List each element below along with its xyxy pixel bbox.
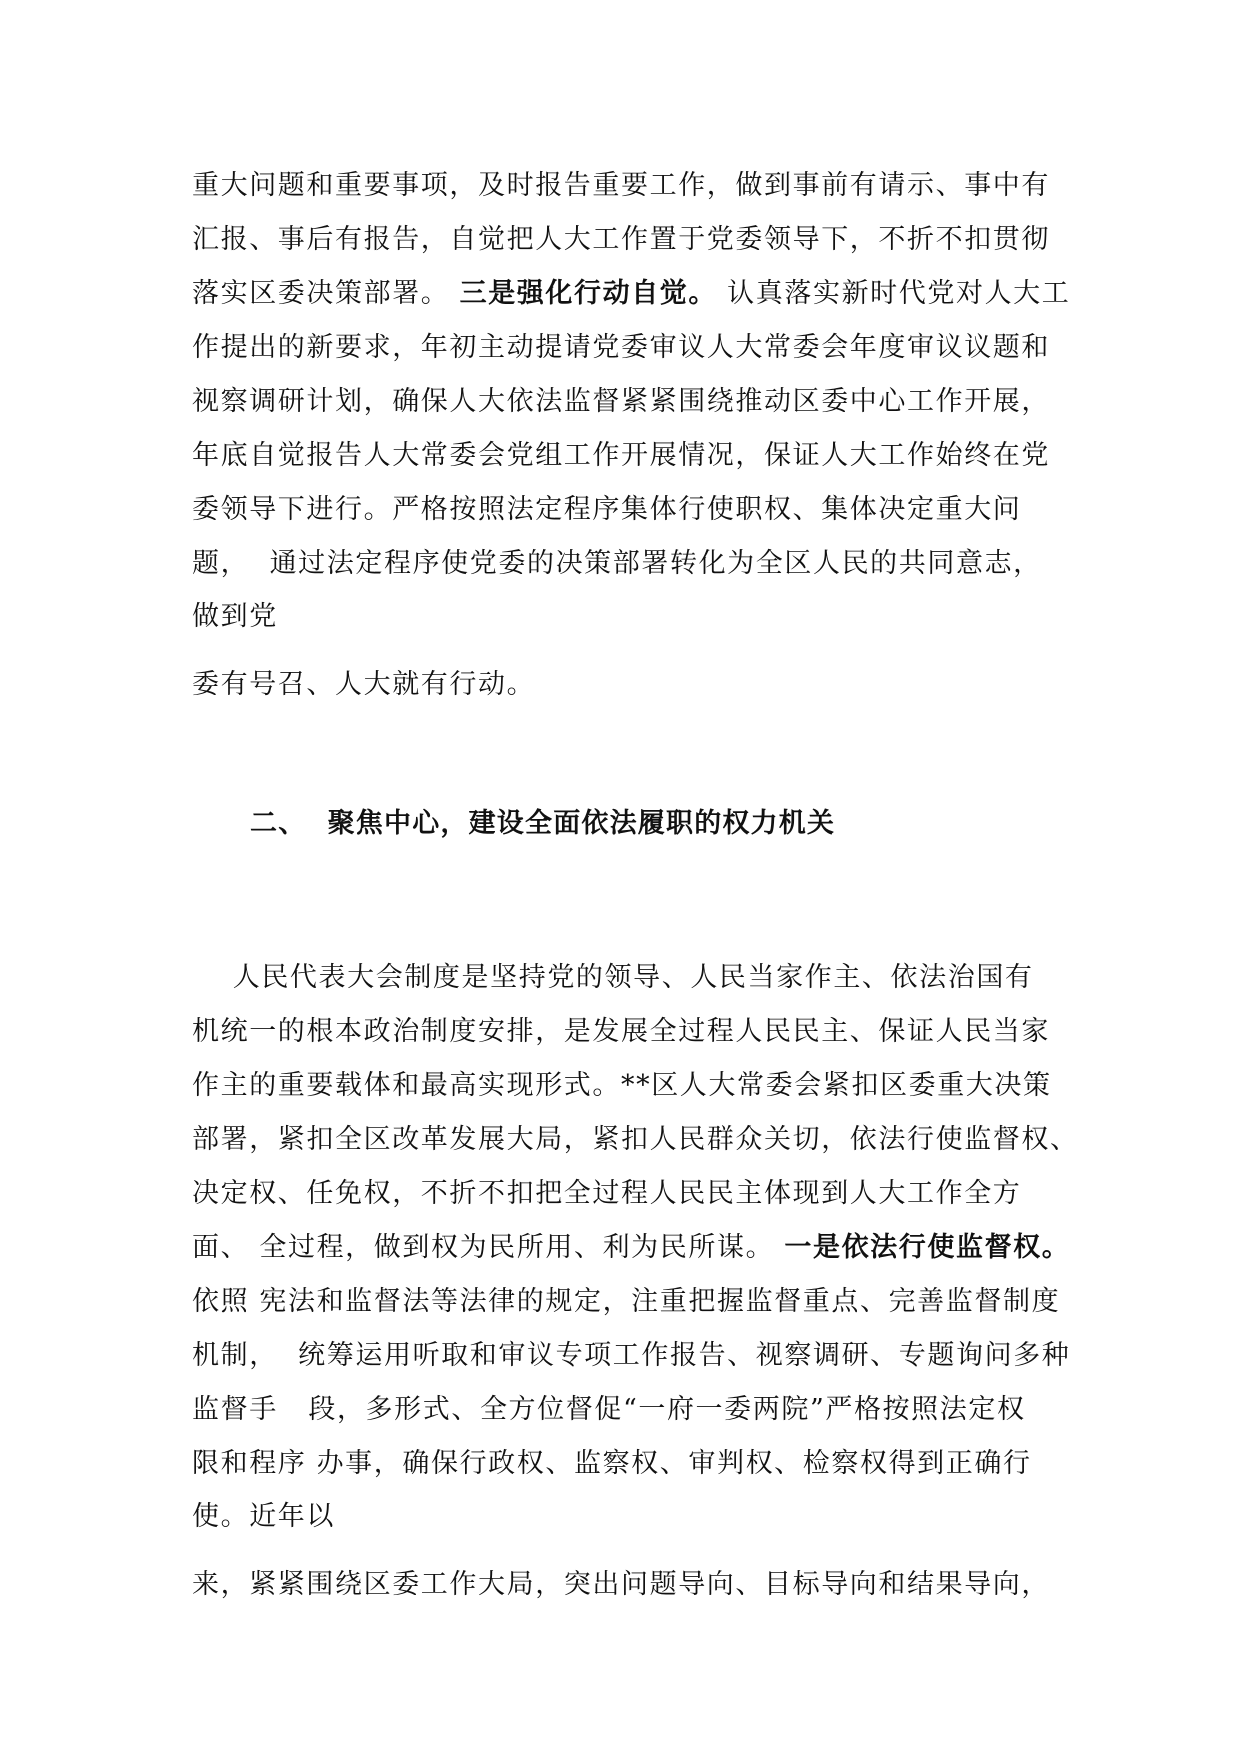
text-line: 机统一的根本政治制度安排，是发展全过程人民民主、保证人民当家: [192, 1016, 1050, 1047]
text-line: 人民代表大会制度是坚持党的领导、人民当家作主、依法治国有: [192, 962, 1034, 993]
text-line: 部署，紧扣全区改革发展大局，紧扣人民群众关切，依法行使监督权、: [192, 1124, 1079, 1155]
text-line: 监督手 段，多形式、全方位督促“一府一委两院”严格按照法定权: [192, 1394, 1026, 1425]
text-line: 使。近年以: [192, 1501, 335, 1532]
text-line: 依照 宪法和监督法等法律的规定，注重把握监督重点、完善监督制度: [192, 1286, 1061, 1317]
text-line: 年底自觉报告人大常委会党组工作开展情况，保证人大工作始终在党: [192, 440, 1050, 471]
text-line: 题， 通过法定程序使党委的决策部署转化为全区人民的共同意志，: [192, 548, 1042, 579]
text-line: 重大问题和重要事项，及时报告重要工作，做到事前有请示、事中有: [192, 170, 1050, 201]
text-line: 视察调研计划，确保人大依法监督紧紧围绕推动区委中心工作开展，: [192, 386, 1050, 417]
text-line: 来，紧紧围绕区委工作大局，突出问题导向、目标导向和结果导向，: [192, 1569, 1050, 1600]
text-line: [192, 274, 1070, 314]
text-line: 限和程序 办事，确保行政权、监察权、审判权、检察权得到正确行: [192, 1448, 1032, 1479]
text-line: 委领导下进行。严格按照法定程序集体行使职权、集体决定重大问: [192, 494, 1022, 525]
text-line: 汇报、事后有报告，自觉把人大工作置于党委领导下，不折不扣贯彻: [192, 224, 1050, 255]
text-run: 认真落实新时代党对人大工: [717, 278, 1071, 309]
text-line: 委有号召、人大就有行动。: [192, 669, 536, 700]
text-line: 决定权、任免权，不折不扣把全过程人民民主体现到人大工作全方: [192, 1178, 1022, 1209]
text-line: [192, 1228, 1070, 1268]
bold-lead-phrase: 一是依法行使监督权。: [784, 1232, 1071, 1263]
text-line: 作提出的新要求，年初主动提请党委审议人大常委会年度审议议题和: [192, 332, 1050, 363]
text-run: 面、 全过程，做到权为民所用、利为民所谋。: [192, 1232, 785, 1263]
text-line: 机制， 统筹运用听取和审议专项工作报告、视察调研、专题询问多种: [192, 1340, 1071, 1371]
text-line: 做到党: [192, 601, 278, 632]
text-line: 作主的重要载体和最高实现形式。**区人大常委会紧扣区委重大决策: [192, 1070, 1052, 1101]
bold-lead-phrase: 三是强化行动自觉。: [459, 278, 717, 309]
section-heading: 二、 聚焦中心，建设全面依法履职的权力机关: [250, 808, 836, 839]
text-run: 落实区委决策部署。: [192, 278, 460, 309]
